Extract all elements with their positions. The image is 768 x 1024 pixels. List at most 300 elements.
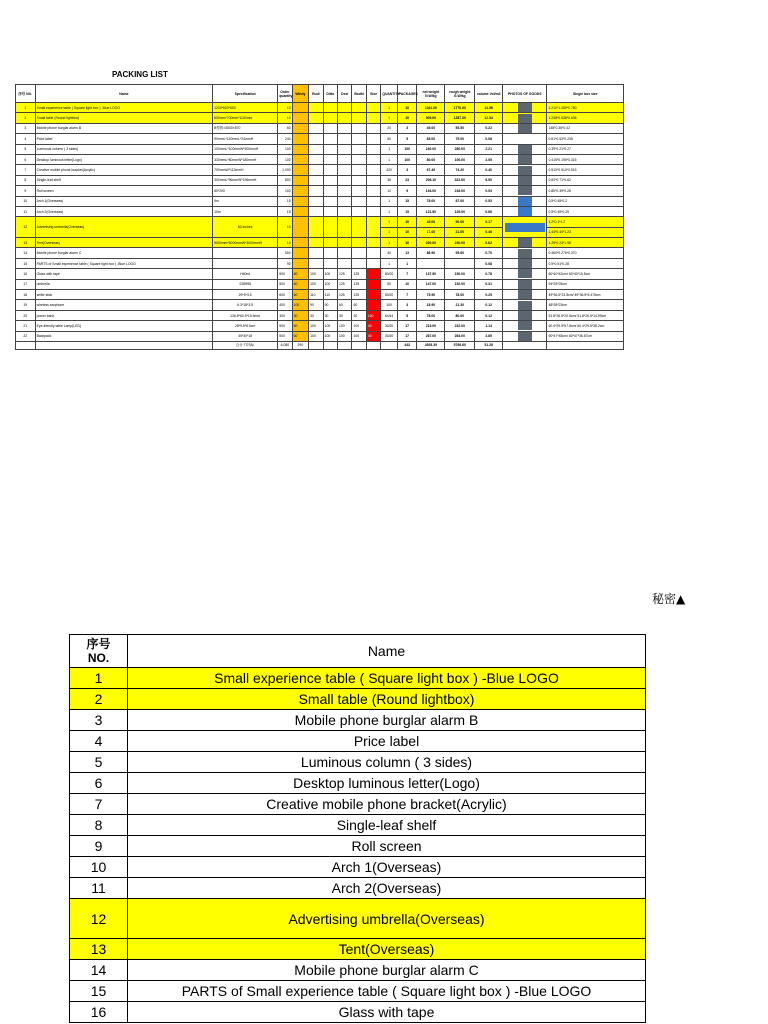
windy-cell	[292, 238, 309, 248]
volume: 1.14	[475, 321, 503, 331]
box-size: 0.63*0.71*0.62	[547, 175, 624, 185]
empty-cell	[366, 258, 380, 268]
sise-qty: 150	[366, 310, 380, 320]
item-name: Small table (Round lightbox)	[35, 113, 213, 123]
sise-qty	[366, 269, 380, 279]
empty-cell	[338, 144, 352, 154]
quantity: 1	[381, 103, 398, 113]
net-weight: 240.00	[417, 144, 445, 154]
rudi-qty: 90	[309, 300, 323, 310]
order-quantity: 90	[278, 258, 292, 268]
item-spec: 600mm*700mm*1100mm	[213, 113, 278, 123]
photo-cell	[503, 186, 547, 196]
empty-cell	[323, 206, 337, 216]
bodhi-qty: 125	[352, 269, 366, 279]
box-size: 94*28*25cm	[547, 279, 624, 289]
empty-cell	[366, 217, 380, 238]
quantity: 64/44	[381, 310, 398, 320]
bodhi-qty: 60	[352, 300, 366, 310]
item-spec: 1200*600*600	[213, 103, 278, 113]
windy-qty: 60	[292, 279, 309, 289]
item-spec: 9m	[213, 196, 278, 206]
volume: 2.55	[475, 154, 503, 164]
order-quantity: 100	[278, 144, 292, 154]
row-number: 5	[16, 144, 36, 154]
zoom-item-name: Creative mobile phone bracket(Acrylic)	[128, 794, 646, 815]
order-quantity: 600	[278, 290, 292, 300]
quantity: 50	[381, 134, 398, 144]
photo-cell	[503, 258, 547, 268]
column-header: net weight N.W/kg	[417, 85, 445, 103]
zoom-table-row	[70, 836, 646, 857]
empty-cell	[323, 113, 337, 123]
row-number: 10	[16, 196, 36, 206]
item-name: Backpack	[35, 331, 213, 341]
volume: 0.62	[475, 238, 503, 248]
zoom-table-row	[70, 815, 646, 836]
volume: 0.12	[475, 310, 503, 320]
empty-cell	[352, 238, 366, 248]
total-net-weight: 4393.39	[417, 341, 445, 349]
column-header: Rudi	[309, 85, 323, 103]
zoom-item-name: PARTS of Small experience table ( Square light box ) -Blue LOGO	[128, 981, 646, 1002]
gross-weight: 1770.00	[445, 103, 475, 113]
column-header: Sise	[366, 85, 380, 103]
table-row	[16, 331, 624, 341]
net-weight: 78.00	[417, 196, 445, 206]
order-quantity: 400	[278, 300, 292, 310]
zoom-row-number: 5	[70, 752, 128, 773]
net-weight: 18.90	[417, 300, 445, 310]
item-name: PARTS of Small experience table ( Square light box ) -Blue LOGO	[35, 258, 213, 268]
gross-weight	[445, 258, 475, 268]
empty-cell	[323, 154, 337, 164]
item-spec: 700mmW*112mmH	[213, 165, 278, 175]
item-spec: 60 inches	[213, 217, 278, 238]
zoom-item-name: Mobile phone burglar alarm C	[128, 960, 646, 981]
zoom-row-number: 8	[70, 815, 128, 836]
dexi-qty: 60	[338, 300, 352, 310]
dexi-qty: 100	[338, 331, 352, 341]
table-row	[16, 238, 624, 248]
empty-cell	[323, 175, 337, 185]
zoom-item-name: Desktop luminous letter(Logo)	[128, 773, 646, 794]
zoom-item-name: Small table (Round lightbox)	[128, 689, 646, 710]
header-row	[16, 85, 624, 103]
empty-cell	[16, 341, 36, 349]
net-weight: 1162.00	[417, 103, 445, 113]
empty-cell	[352, 217, 366, 238]
windy-qty: 60	[292, 331, 309, 341]
order-quantity: 15	[278, 206, 292, 216]
empty-cell	[366, 238, 380, 248]
zoom-table-row	[70, 731, 646, 752]
empty-cell	[323, 341, 337, 349]
photo-cell	[503, 144, 547, 154]
packages: 17	[397, 331, 417, 341]
row-number: 7	[16, 165, 36, 175]
order-quantity: 300	[278, 310, 292, 320]
zoom-table-row	[70, 710, 646, 731]
empty-cell	[323, 258, 337, 268]
zoom-item-name: Tent(Overseas)	[128, 939, 646, 960]
net-weight: 75.90	[417, 290, 445, 300]
dexi-qty: 30	[338, 310, 352, 320]
empty-cell	[366, 248, 380, 258]
empty-cell	[352, 113, 366, 123]
order-quantity: 500	[278, 269, 292, 279]
empty-cell	[323, 134, 337, 144]
volume: 12.54	[475, 113, 503, 123]
zoom-table-row	[70, 1002, 646, 1023]
photo-cell	[503, 217, 547, 238]
empty-cell	[352, 175, 366, 185]
box-size: 1.238*0.538*0.606	[547, 113, 624, 123]
volume: 0.53	[475, 196, 503, 206]
quantity: 30/20	[381, 321, 398, 331]
empty-cell	[309, 186, 323, 196]
gross-weight: 100.00	[445, 154, 475, 164]
zoom-table-row	[70, 960, 646, 981]
empty-cell	[366, 165, 380, 175]
total-packages: 443	[397, 341, 417, 349]
empty-cell	[323, 196, 337, 206]
row-number: 21	[16, 321, 36, 331]
box-size: 148*0.36*0.42	[547, 123, 624, 133]
box-size: 1.2*0.1*1.2	[547, 217, 624, 227]
net-weight: 219.00	[417, 321, 445, 331]
empty-cell	[352, 154, 366, 164]
row-number: 20	[16, 310, 36, 320]
empty-cell	[323, 165, 337, 175]
row-number: 11	[16, 206, 36, 216]
item-spec: 330mmL*80mmW*180mmH	[213, 154, 278, 164]
item-name: umbrella	[35, 279, 213, 289]
packages: 15	[397, 196, 417, 206]
bodhi-qty: 30	[352, 310, 366, 320]
column-header: Ditto	[323, 85, 337, 103]
row-number: 16	[16, 269, 36, 279]
photo-cell	[503, 238, 547, 248]
total-gross-weight: 5798.60	[445, 341, 475, 349]
empty-cell	[547, 341, 624, 349]
item-spec: 28*9.5*8.5cm	[213, 321, 278, 331]
gross-weight: 284.00	[445, 331, 475, 341]
windy-cell	[292, 206, 309, 216]
empty-cell	[366, 154, 380, 164]
empty-cell	[366, 123, 380, 133]
box-size: 0.5*0.45*0.29	[547, 206, 624, 216]
empty-cell	[309, 175, 323, 185]
empty-cell	[309, 341, 323, 349]
order-quantity: 60	[278, 123, 292, 133]
row-number: 18	[16, 290, 36, 300]
empty-cell	[323, 186, 337, 196]
item-name: Desktop luminous letter(Logo)	[35, 154, 213, 164]
ditto-qty: 110	[323, 290, 337, 300]
quantity: 1	[381, 206, 398, 216]
windy-cell	[292, 113, 309, 123]
empty-cell	[338, 248, 352, 258]
item-name: Advertising umbrella(Overseas)	[35, 217, 213, 238]
item-name: Glass with tape	[35, 269, 213, 279]
packages: 5	[397, 134, 417, 144]
gross-weight: 280.00	[445, 144, 475, 154]
empty-cell	[309, 258, 323, 268]
row-number: 4	[16, 134, 36, 144]
product-photo	[518, 280, 532, 289]
zoom-row-number: 9	[70, 836, 128, 857]
table-row	[16, 165, 624, 175]
ditto-qty: 100	[323, 269, 337, 279]
product-photo	[518, 145, 532, 154]
gross-weight: 230.00	[445, 238, 475, 248]
box-size: 0.415*0.195*0.315	[547, 154, 624, 164]
gross-weight: 322.60	[445, 175, 475, 185]
empty-cell	[323, 248, 337, 258]
product-photo	[518, 176, 532, 185]
packages: 10	[397, 238, 417, 248]
gross-weight: 216.00	[445, 186, 475, 196]
zoom-item-name: Arch 2(Overseas)	[128, 878, 646, 899]
empty-cell	[338, 206, 352, 216]
column-header: PACKAGES	[397, 85, 417, 103]
item-spec	[213, 258, 278, 268]
item-spec: 100mmL*100mmW*500mmH	[213, 144, 278, 154]
volume: 0.12	[475, 300, 503, 310]
volume: 0.08	[475, 134, 503, 144]
quantity: 40	[381, 248, 398, 258]
empty-cell	[309, 144, 323, 154]
bodhi-qty: 100	[352, 321, 366, 331]
volume: 6.50	[475, 175, 503, 185]
packages: 3	[397, 300, 417, 310]
packages: 3	[397, 123, 417, 133]
quantity: 1	[381, 238, 398, 248]
row-number: 17	[16, 279, 36, 289]
packages: 1	[397, 258, 417, 268]
zoom-table-row	[70, 773, 646, 794]
table-row	[16, 206, 624, 216]
empty-cell	[309, 134, 323, 144]
windy-cell	[292, 123, 309, 133]
box-size: 1.44*0.44*1.23	[547, 227, 624, 237]
bodhi-qty: 125	[352, 279, 366, 289]
gross-weight: 21.30	[445, 300, 475, 310]
box-size: 0.39*0.21*0.27	[547, 144, 624, 154]
table-row	[16, 154, 624, 164]
zoom-row-number: 2	[70, 689, 128, 710]
packages: 10	[397, 113, 417, 123]
item-spec: 80*200	[213, 186, 278, 196]
empty-cell	[352, 196, 366, 206]
empty-cell	[309, 217, 323, 238]
empty-cell	[503, 341, 547, 349]
zoom-table-row	[70, 668, 646, 689]
empty-cell	[352, 186, 366, 196]
photo-cell	[503, 196, 547, 206]
quantity: 1	[381, 113, 398, 123]
column-header: Bodhi	[352, 85, 366, 103]
volume: 2.85	[475, 331, 503, 341]
windy-qty: 100	[292, 300, 309, 310]
box-size: 49*36.5*23.5cm/ 49*36.5*5.475cm	[547, 290, 624, 300]
photo-cell	[503, 321, 547, 331]
product-photo	[518, 269, 532, 278]
volume: 0.17	[475, 217, 503, 227]
quantity: 420	[381, 165, 398, 175]
empty-cell	[323, 238, 337, 248]
zoom-table-row	[70, 981, 646, 1002]
sise-qty	[366, 300, 380, 310]
volume: 0.66	[475, 206, 503, 216]
net-weight: 194.00	[417, 186, 445, 196]
zoom-table-row	[70, 878, 646, 899]
packages: 9	[397, 186, 417, 196]
windy-cell	[292, 258, 309, 268]
rudi-qty: 100	[309, 279, 323, 289]
quantity: 1	[381, 154, 398, 164]
order-quantity: 500	[278, 248, 292, 258]
product-photo	[518, 301, 532, 310]
zoom-item-name: Arch 1(Overseas)	[128, 857, 646, 878]
column-header: Name	[35, 85, 213, 103]
box-size: 0.5*0.51*0.28	[547, 258, 624, 268]
item-name: Price label	[35, 134, 213, 144]
row-number: 12	[16, 217, 36, 238]
windy-cell	[292, 175, 309, 185]
gross-weight: 21.00	[445, 227, 475, 237]
zoom-table-row	[70, 939, 646, 960]
box-size: 1.210*1.080*0.780	[547, 103, 624, 113]
quantity: 20	[381, 123, 398, 133]
row-number: 9	[16, 186, 36, 196]
quantity: 1	[381, 217, 398, 227]
item-spec: S35998	[213, 279, 278, 289]
box-size: 51.8*26.6*20.5cm/ 51.8*26.6*14.99cm	[547, 310, 624, 320]
windy-cell	[292, 144, 309, 154]
box-size: 0.510*0.510*0.515	[547, 165, 624, 175]
item-spec: H60ml	[213, 269, 278, 279]
zoom-row-number: 3	[70, 710, 128, 731]
zoom-item-name: Price label	[128, 731, 646, 752]
zoom-item-name: Luminous column ( 3 sides)	[128, 752, 646, 773]
windy-cell	[292, 103, 309, 113]
zoom-table-row	[70, 857, 646, 878]
empty-cell	[352, 165, 366, 175]
empty-cell	[338, 165, 352, 175]
empty-cell	[338, 103, 352, 113]
quantity: 50	[381, 279, 398, 289]
order-quantity: 10	[278, 238, 292, 248]
packages: 7	[397, 269, 417, 279]
empty-cell	[352, 206, 366, 216]
empty-cell	[309, 165, 323, 175]
product-photo	[518, 103, 532, 112]
zoom-row-number: 4	[70, 731, 128, 752]
dexi-qty: 125	[338, 279, 352, 289]
ditto-qty: 100	[323, 321, 337, 331]
box-size: 1.25*0.23*1.55	[547, 238, 624, 248]
product-photo	[518, 186, 532, 195]
photo-cell	[503, 206, 547, 216]
windy-cell	[292, 154, 309, 164]
sise-qty: 40	[366, 321, 380, 331]
zoom-table-row	[70, 752, 646, 773]
box-size: 48*38*23cm	[547, 300, 624, 310]
zoom-row-number: 15	[70, 981, 128, 1002]
packages: 100	[397, 154, 417, 164]
item-name: wireless earphone	[35, 300, 213, 310]
empty-cell	[309, 248, 323, 258]
gross-weight: 232.00	[445, 321, 475, 331]
empty-cell	[338, 186, 352, 196]
empty-cell	[323, 123, 337, 133]
empty-cell	[352, 248, 366, 258]
gross-weight: 75.00	[445, 134, 475, 144]
item-name: selfie stick	[35, 290, 213, 300]
order-quantity: 10	[278, 217, 292, 238]
empty-cell	[352, 341, 366, 349]
packages: 10	[397, 103, 417, 113]
empty-cell	[338, 217, 352, 238]
item-name: Single-leaf shelf	[35, 175, 213, 185]
row-number: 22	[16, 331, 36, 341]
order-quantity: 15	[278, 196, 292, 206]
table-row	[16, 103, 624, 113]
item-spec: 10m	[213, 206, 278, 216]
box-size: 0.460*0.276*0.370	[547, 248, 624, 258]
gross-weight: 1287.00	[445, 113, 475, 123]
windy-qty: 60	[292, 269, 309, 279]
table-row	[16, 134, 624, 144]
empty-cell	[366, 144, 380, 154]
net-weight: 45.00	[417, 217, 445, 227]
product-photo	[518, 124, 532, 133]
zoom-table-row	[70, 689, 646, 710]
photo-cell	[503, 175, 547, 185]
item-spec: 5000mm*5000mmW*3000mmH	[213, 238, 278, 248]
column-header: Specification	[213, 85, 278, 103]
net-weight: 909.00	[417, 113, 445, 123]
gross-weight: 74.20	[445, 165, 475, 175]
column-header: volume Vol/m3	[475, 85, 503, 103]
column-header: Single box size	[547, 85, 624, 103]
total-order: 6,080	[278, 341, 292, 349]
empty-cell	[323, 103, 337, 113]
item-name: Arch 2(Overseas)	[35, 206, 213, 216]
item-spec	[213, 248, 278, 258]
net-weight	[417, 258, 445, 268]
table-row	[16, 196, 624, 206]
empty-cell	[323, 217, 337, 238]
packages: 7	[397, 290, 417, 300]
quantity: 12	[381, 186, 398, 196]
quantity: 1	[381, 144, 398, 154]
zoom-row-number: 12	[70, 899, 128, 939]
net-weight: 49.00	[417, 123, 445, 133]
box-size: 0.61*0.53*0.235	[547, 134, 624, 144]
item-name: Small experience table ( Square light box ) -Blue LOGO	[35, 103, 213, 113]
table-row	[16, 290, 624, 300]
product-photo	[518, 207, 532, 216]
packages: 100	[397, 144, 417, 154]
zoom-header-name: Name	[128, 635, 646, 668]
empty-cell	[366, 186, 380, 196]
row-number: 1	[16, 103, 36, 113]
volume: 0.08	[475, 258, 503, 268]
product-photo	[518, 114, 532, 123]
